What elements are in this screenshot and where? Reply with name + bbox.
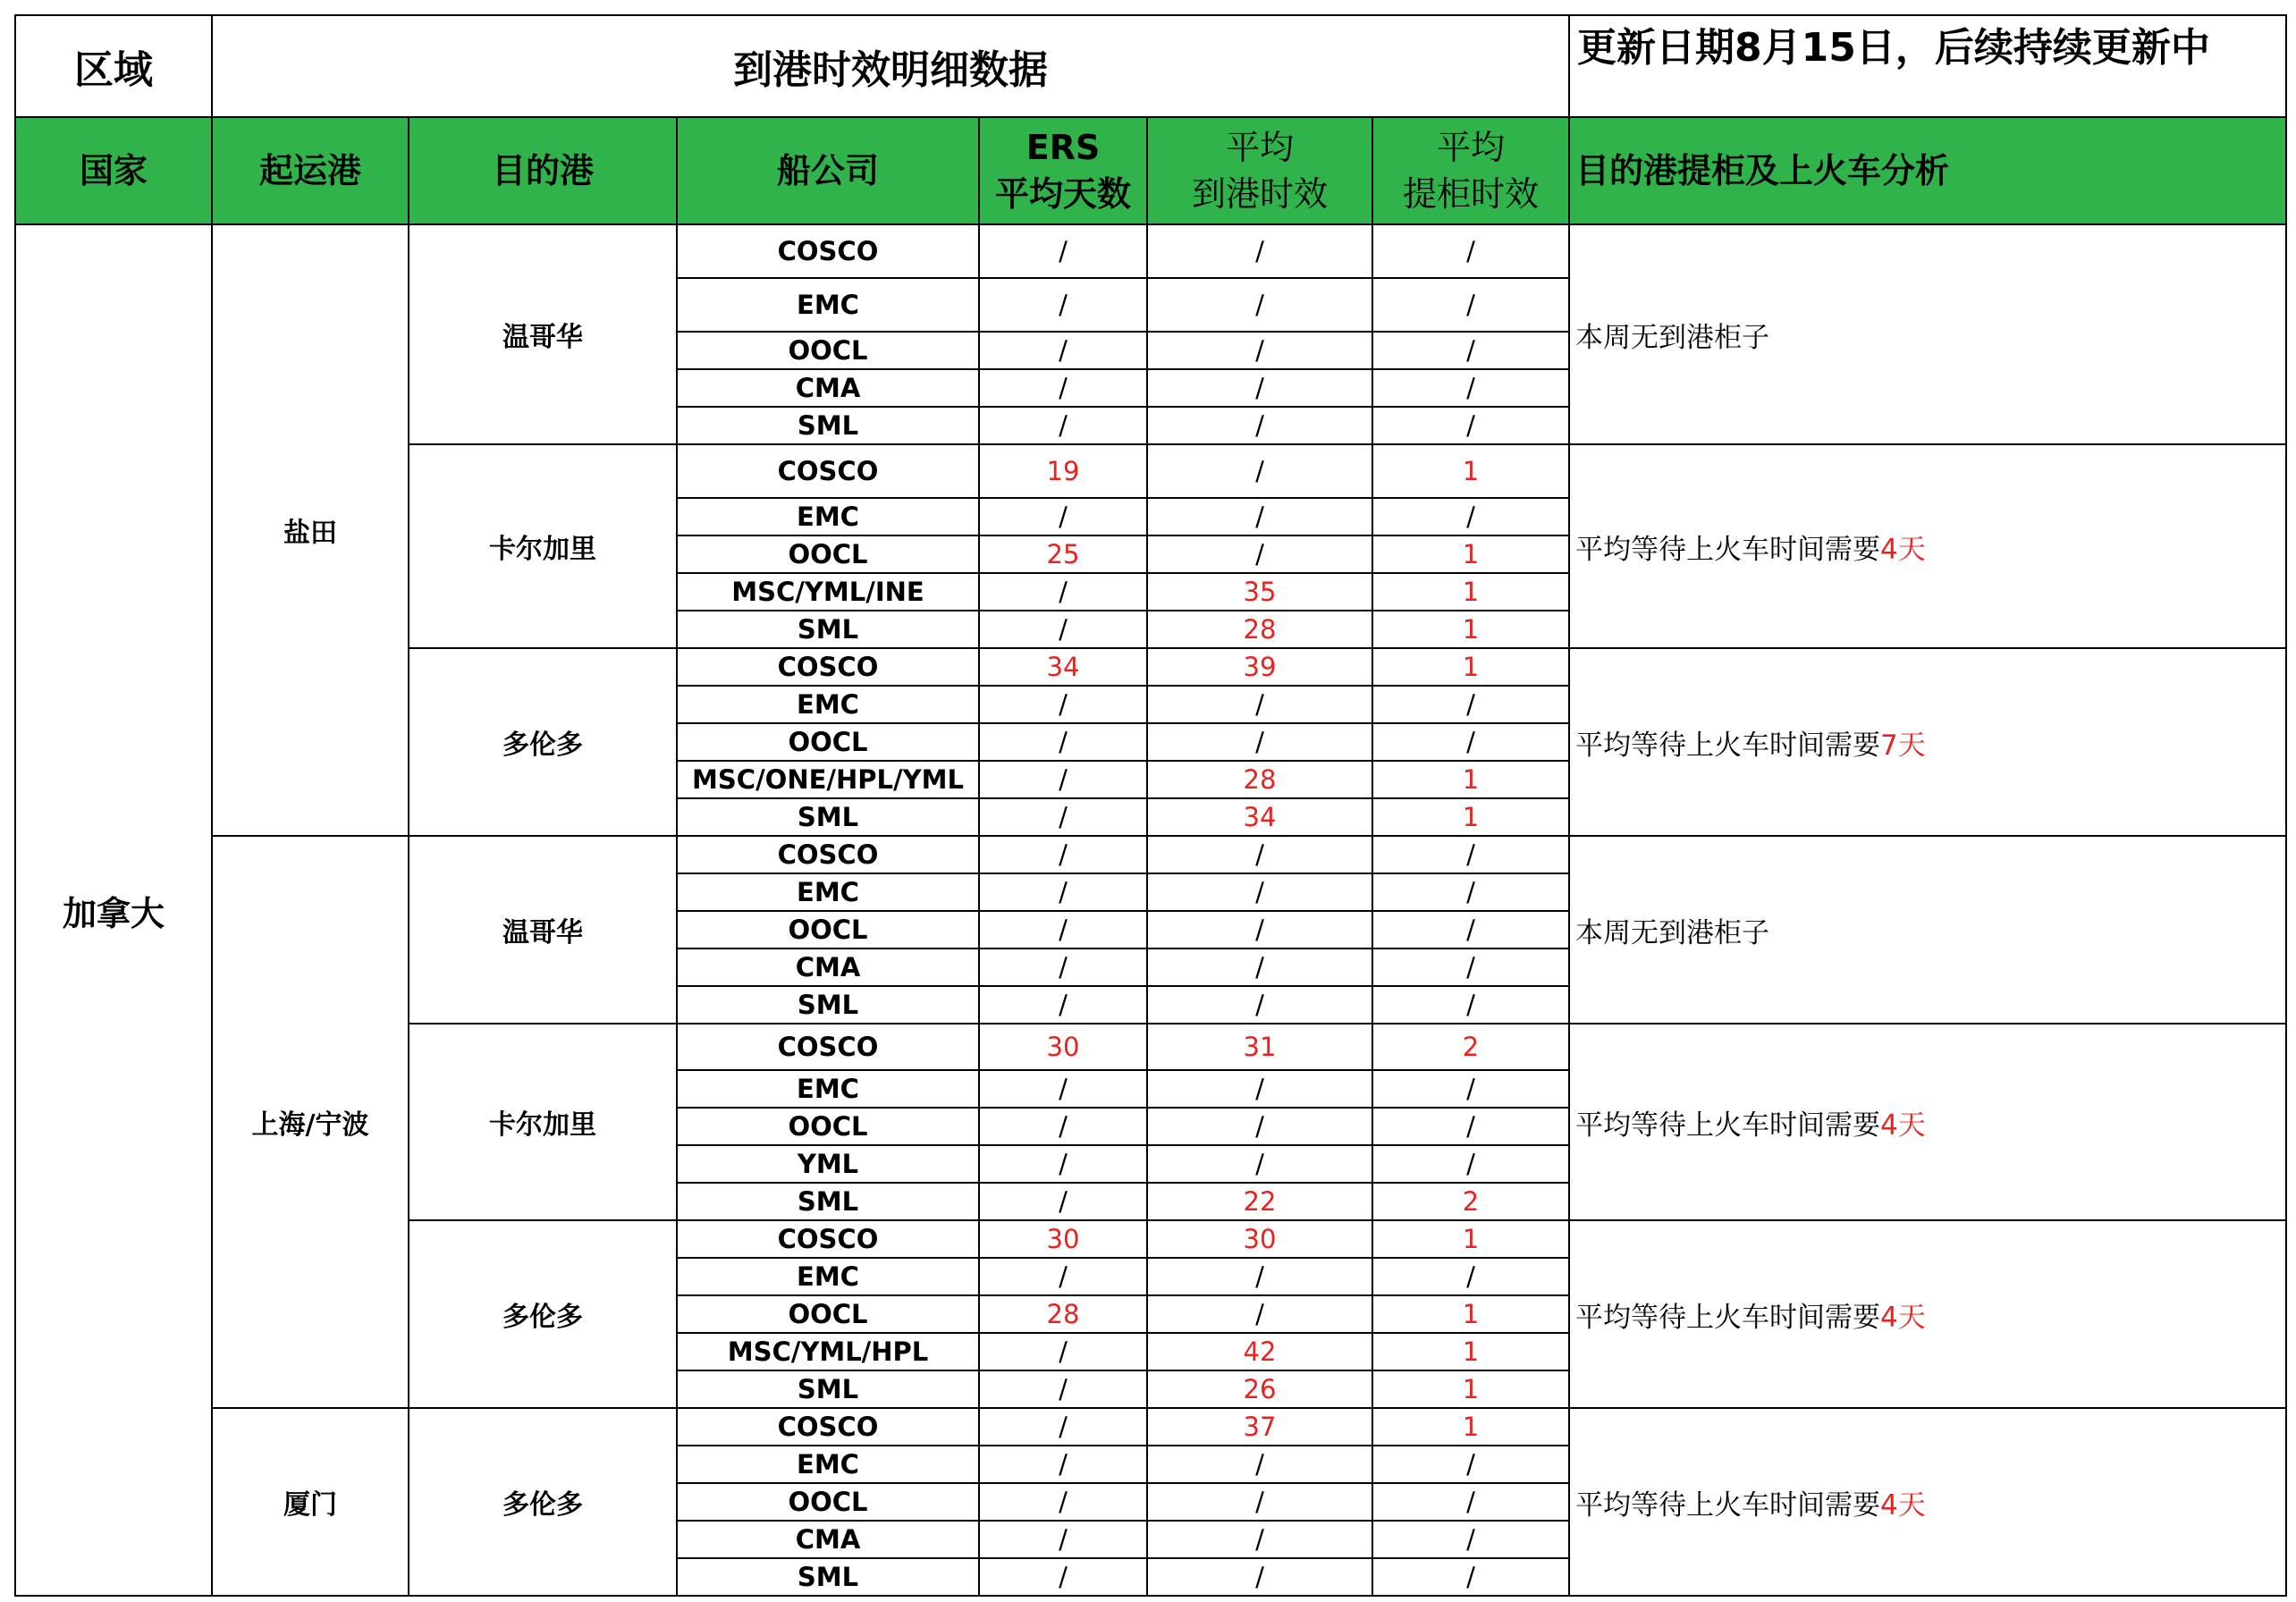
carrier-cell[interactable]: OOCL (677, 911, 979, 949)
avg-pickup-cell[interactable]: / (1372, 369, 1569, 407)
header-destination-port[interactable]: 目的港 (409, 117, 677, 224)
header-carrier[interactable]: 船公司 (677, 117, 979, 224)
analysis-text: 本周无到港柜子 (1575, 321, 1769, 354)
carrier-cell[interactable]: COSCO (677, 444, 979, 498)
analysis-cell[interactable] (1569, 1220, 2286, 1408)
analysis-text: 本周无到港柜子 (1575, 916, 1769, 949)
carrier-cell[interactable]: COSCO (677, 648, 979, 686)
analysis-highlight: 4天 (1880, 1301, 1926, 1334)
ers-cell[interactable]: / (979, 798, 1147, 836)
avg-arrival-cell[interactable]: 31 (1147, 1024, 1372, 1070)
carrier-cell[interactable]: SML (677, 1558, 979, 1596)
analysis-text: 平均等待上火车时间需要 (1575, 1109, 1880, 1142)
avg-arrival-cell[interactable]: / (1147, 407, 1372, 444)
avg-pickup-cell[interactable]: 1 (1372, 535, 1569, 573)
carrier-cell[interactable]: SML (677, 986, 979, 1024)
avg-arrival-cell[interactable]: / (1147, 1108, 1372, 1145)
avg-arrival-cell[interactable]: / (1147, 1295, 1372, 1333)
ers-cell[interactable]: / (979, 1446, 1147, 1483)
ers-cell[interactable]: / (979, 573, 1147, 611)
header-row (15, 117, 2286, 224)
avg-arrival-cell[interactable]: 26 (1147, 1370, 1372, 1408)
header-avg-arrival-line2: 到港时效 (1191, 174, 1328, 214)
avg-arrival-cell[interactable]: / (1147, 535, 1372, 573)
carrier-cell[interactable]: OOCL (677, 535, 979, 573)
header-ers-line2: 平均天数 (994, 174, 1131, 214)
avg-arrival-cell[interactable]: 30 (1147, 1220, 1372, 1258)
ers-cell[interactable]: / (979, 1558, 1147, 1596)
avg-pickup-cell[interactable]: / (1372, 498, 1569, 535)
avg-pickup-cell[interactable]: 1 (1372, 1220, 1569, 1258)
avg-arrival-cell[interactable]: / (1147, 1521, 1372, 1558)
carrier-cell[interactable]: OOCL (677, 1483, 979, 1521)
carrier-cell[interactable]: EMC (677, 1446, 979, 1483)
avg-pickup-cell[interactable]: 1 (1372, 798, 1569, 836)
avg-arrival-cell[interactable]: / (1147, 911, 1372, 949)
avg-pickup-cell[interactable]: / (1372, 723, 1569, 761)
avg-pickup-cell[interactable]: 1 (1372, 648, 1569, 686)
avg-pickup-cell[interactable]: / (1372, 686, 1569, 723)
avg-arrival-cell[interactable]: 22 (1147, 1183, 1372, 1220)
avg-pickup-cell[interactable]: 2 (1372, 1024, 1569, 1070)
header-ers-avg-days[interactable] (979, 117, 1147, 224)
carrier-cell[interactable]: EMC (677, 1258, 979, 1295)
arrival-timeliness-table (14, 14, 2287, 1597)
avg-pickup-cell[interactable]: / (1372, 1145, 1569, 1183)
avg-pickup-cell[interactable]: 2 (1372, 1183, 1569, 1220)
avg-arrival-cell[interactable]: / (1147, 873, 1372, 911)
ers-cell[interactable]: / (979, 1070, 1147, 1108)
ers-cell[interactable]: / (979, 836, 1147, 873)
header-origin-port[interactable]: 起运港 (212, 117, 409, 224)
avg-arrival-cell[interactable]: / (1147, 1483, 1372, 1521)
region-label[interactable]: 区域 (15, 15, 212, 117)
ers-cell[interactable]: / (979, 224, 1147, 278)
avg-pickup-cell[interactable]: 1 (1372, 1333, 1569, 1370)
ers-cell[interactable]: / (979, 332, 1147, 369)
carrier-cell[interactable]: COSCO (677, 224, 979, 278)
analysis-text: 平均等待上火车时间需要 (1575, 1488, 1880, 1522)
avg-arrival-cell[interactable]: / (1147, 498, 1372, 535)
avg-pickup-cell[interactable]: / (1372, 1558, 1569, 1596)
ers-cell[interactable]: 30 (979, 1024, 1147, 1070)
avg-pickup-cell[interactable]: 1 (1372, 1408, 1569, 1446)
avg-pickup-cell[interactable]: 1 (1372, 1370, 1569, 1408)
header-avg-pickup[interactable] (1372, 117, 1569, 224)
avg-pickup-cell[interactable]: / (1372, 986, 1569, 1024)
carrier-cell[interactable]: SML (677, 611, 979, 648)
ers-cell[interactable]: / (979, 1483, 1147, 1521)
avg-pickup-cell[interactable]: / (1372, 1108, 1569, 1145)
avg-arrival-cell[interactable]: / (1147, 986, 1372, 1024)
analysis-highlight: 4天 (1880, 1488, 1926, 1522)
analysis-cell[interactable] (1569, 1408, 2286, 1596)
carrier-cell[interactable]: SML (677, 798, 979, 836)
analysis-text: 平均等待上火车时间需要 (1575, 1301, 1880, 1334)
avg-arrival-cell[interactable]: 28 (1147, 761, 1372, 798)
analysis-cell[interactable] (1569, 836, 2286, 1024)
ers-cell[interactable]: / (979, 278, 1147, 332)
carrier-cell[interactable]: EMC (677, 1070, 979, 1108)
avg-arrival-cell[interactable]: 35 (1147, 573, 1372, 611)
analysis-text: 平均等待上火车时间需要 (1575, 729, 1880, 762)
carrier-cell[interactable]: OOCL (677, 723, 979, 761)
origin-port-cell[interactable]: 厦门 (212, 1408, 409, 1596)
carrier-cell[interactable]: CMA (677, 949, 979, 986)
destination-port-cell[interactable]: 卡尔加里 (409, 444, 677, 648)
table-row (15, 836, 2286, 873)
ers-cell[interactable]: / (979, 1521, 1147, 1558)
carrier-cell[interactable]: OOCL (677, 1295, 979, 1333)
carrier-cell[interactable]: CMA (677, 1521, 979, 1558)
carrier-cell[interactable]: COSCO (677, 1024, 979, 1070)
carrier-cell[interactable]: CMA (677, 369, 979, 407)
ers-cell[interactable]: / (979, 1183, 1147, 1220)
carrier-cell[interactable]: EMC (677, 498, 979, 535)
analysis-cell[interactable] (1569, 1024, 2286, 1220)
avg-pickup-cell[interactable]: / (1372, 1258, 1569, 1295)
ers-cell[interactable]: / (979, 873, 1147, 911)
avg-pickup-cell[interactable]: 1 (1372, 611, 1569, 648)
avg-arrival-cell[interactable]: 34 (1147, 798, 1372, 836)
destination-port-cell[interactable]: 多伦多 (409, 1220, 677, 1408)
table-row (15, 224, 2286, 278)
header-avg-arrival-line1: 平均 (1225, 128, 1294, 167)
destination-port-cell[interactable]: 温哥华 (409, 224, 677, 444)
avg-pickup-cell[interactable]: / (1372, 224, 1569, 278)
analysis-highlight: 4天 (1880, 533, 1926, 566)
avg-pickup-cell[interactable]: / (1372, 873, 1569, 911)
carrier-cell[interactable]: SML (677, 1183, 979, 1220)
avg-arrival-cell[interactable]: / (1147, 949, 1372, 986)
avg-arrival-cell[interactable]: 42 (1147, 1333, 1372, 1370)
ers-cell[interactable]: / (979, 723, 1147, 761)
carrier-cell[interactable]: OOCL (677, 1108, 979, 1145)
avg-pickup-cell[interactable]: / (1372, 407, 1569, 444)
update-note[interactable]: 更新日期8月15日，后续持续更新中 (1569, 15, 2286, 117)
ers-cell[interactable]: / (979, 1333, 1147, 1370)
ers-cell[interactable]: 34 (979, 648, 1147, 686)
avg-arrival-cell[interactable]: / (1147, 1446, 1372, 1483)
ers-cell[interactable]: / (979, 949, 1147, 986)
avg-pickup-cell[interactable]: / (1372, 1521, 1569, 1558)
ers-cell[interactable]: / (979, 1370, 1147, 1408)
origin-port-cell[interactable]: 上海/宁波 (212, 836, 409, 1408)
origin-port-cell[interactable]: 盐田 (212, 224, 409, 836)
avg-pickup-cell[interactable]: / (1372, 278, 1569, 332)
ers-cell[interactable]: / (979, 369, 1147, 407)
carrier-cell[interactable]: MSC/YML/INE (677, 573, 979, 611)
carrier-cell[interactable]: SML (677, 1370, 979, 1408)
ers-cell[interactable]: / (979, 761, 1147, 798)
avg-arrival-cell[interactable]: / (1147, 686, 1372, 723)
avg-pickup-cell[interactable]: / (1372, 1446, 1569, 1483)
analysis-cell[interactable] (1569, 648, 2286, 836)
carrier-cell[interactable]: MSC/YML/HPL (677, 1333, 979, 1370)
table-row (15, 1408, 2286, 1446)
ers-cell[interactable]: / (979, 498, 1147, 535)
carrier-cell[interactable]: MSC/ONE/HPL/YML (677, 761, 979, 798)
header-avg-pickup-line2: 提柜时效 (1402, 174, 1539, 214)
avg-pickup-cell[interactable]: 1 (1372, 761, 1569, 798)
ers-cell[interactable]: / (979, 1108, 1147, 1145)
avg-arrival-cell[interactable]: 37 (1147, 1408, 1372, 1446)
analysis-highlight: 4天 (1880, 1109, 1926, 1142)
avg-arrival-cell[interactable]: / (1147, 1258, 1372, 1295)
ers-cell[interactable]: / (979, 686, 1147, 723)
avg-pickup-cell[interactable]: 1 (1372, 573, 1569, 611)
carrier-cell[interactable]: EMC (677, 686, 979, 723)
avg-pickup-cell[interactable]: / (1372, 1070, 1569, 1108)
carrier-cell[interactable]: COSCO (677, 836, 979, 873)
analysis-highlight: 7天 (1880, 729, 1926, 762)
avg-pickup-cell[interactable]: / (1372, 911, 1569, 949)
ers-cell[interactable]: / (979, 1145, 1147, 1183)
avg-arrival-cell[interactable]: / (1147, 1070, 1372, 1108)
header-avg-pickup-line1: 平均 (1436, 128, 1505, 167)
ers-cell[interactable]: 19 (979, 444, 1147, 498)
ers-cell[interactable]: 28 (979, 1295, 1147, 1333)
header-avg-arrival[interactable] (1147, 117, 1372, 224)
header-country[interactable]: 国家 (15, 117, 212, 224)
ers-cell[interactable]: / (979, 407, 1147, 444)
ers-cell[interactable]: 30 (979, 1220, 1147, 1258)
destination-port-cell[interactable]: 多伦多 (409, 648, 677, 836)
ers-cell[interactable]: / (979, 1408, 1147, 1446)
avg-arrival-cell[interactable]: / (1147, 723, 1372, 761)
carrier-cell[interactable]: SML (677, 407, 979, 444)
destination-port-cell[interactable]: 多伦多 (409, 1408, 677, 1596)
table-title[interactable]: 到港时效明细数据 (212, 15, 1569, 117)
avg-arrival-cell[interactable]: / (1147, 278, 1372, 332)
carrier-cell[interactable]: OOCL (677, 332, 979, 369)
title-row (15, 15, 2286, 117)
avg-pickup-cell[interactable]: 1 (1372, 444, 1569, 498)
ers-cell[interactable]: / (979, 986, 1147, 1024)
avg-arrival-cell[interactable]: / (1147, 444, 1372, 498)
carrier-cell[interactable]: COSCO (677, 1408, 979, 1446)
destination-port-cell[interactable]: 卡尔加里 (409, 1024, 677, 1220)
avg-pickup-cell[interactable]: / (1372, 949, 1569, 986)
ers-cell[interactable]: / (979, 611, 1147, 648)
avg-pickup-cell[interactable]: / (1372, 332, 1569, 369)
avg-arrival-cell[interactable]: / (1147, 836, 1372, 873)
ers-cell[interactable]: / (979, 1258, 1147, 1295)
carrier-cell[interactable]: COSCO (677, 1220, 979, 1258)
ers-cell[interactable]: / (979, 911, 1147, 949)
ers-cell[interactable]: 25 (979, 535, 1147, 573)
avg-arrival-cell[interactable]: / (1147, 369, 1372, 407)
header-ers-line1: ERS (1026, 128, 1101, 167)
avg-pickup-cell[interactable]: 1 (1372, 1295, 1569, 1333)
avg-pickup-cell[interactable]: / (1372, 1483, 1569, 1521)
header-analysis[interactable]: 目的港提柜及上火车分析 (1569, 117, 2286, 224)
country-cell[interactable]: 加拿大 (15, 224, 212, 1596)
carrier-cell[interactable]: YML (677, 1145, 979, 1183)
avg-arrival-cell[interactable]: 28 (1147, 611, 1372, 648)
avg-arrival-cell[interactable]: / (1147, 332, 1372, 369)
avg-arrival-cell[interactable]: / (1147, 224, 1372, 278)
avg-arrival-cell[interactable]: / (1147, 1558, 1372, 1596)
avg-arrival-cell[interactable]: / (1147, 1145, 1372, 1183)
destination-port-cell[interactable]: 温哥华 (409, 836, 677, 1024)
analysis-text: 平均等待上火车时间需要 (1575, 533, 1880, 566)
avg-pickup-cell[interactable]: / (1372, 836, 1569, 873)
avg-arrival-cell[interactable]: 39 (1147, 648, 1372, 686)
analysis-cell[interactable] (1569, 224, 2286, 444)
analysis-cell[interactable] (1569, 444, 2286, 648)
carrier-cell[interactable]: EMC (677, 278, 979, 332)
carrier-cell[interactable]: EMC (677, 873, 979, 911)
